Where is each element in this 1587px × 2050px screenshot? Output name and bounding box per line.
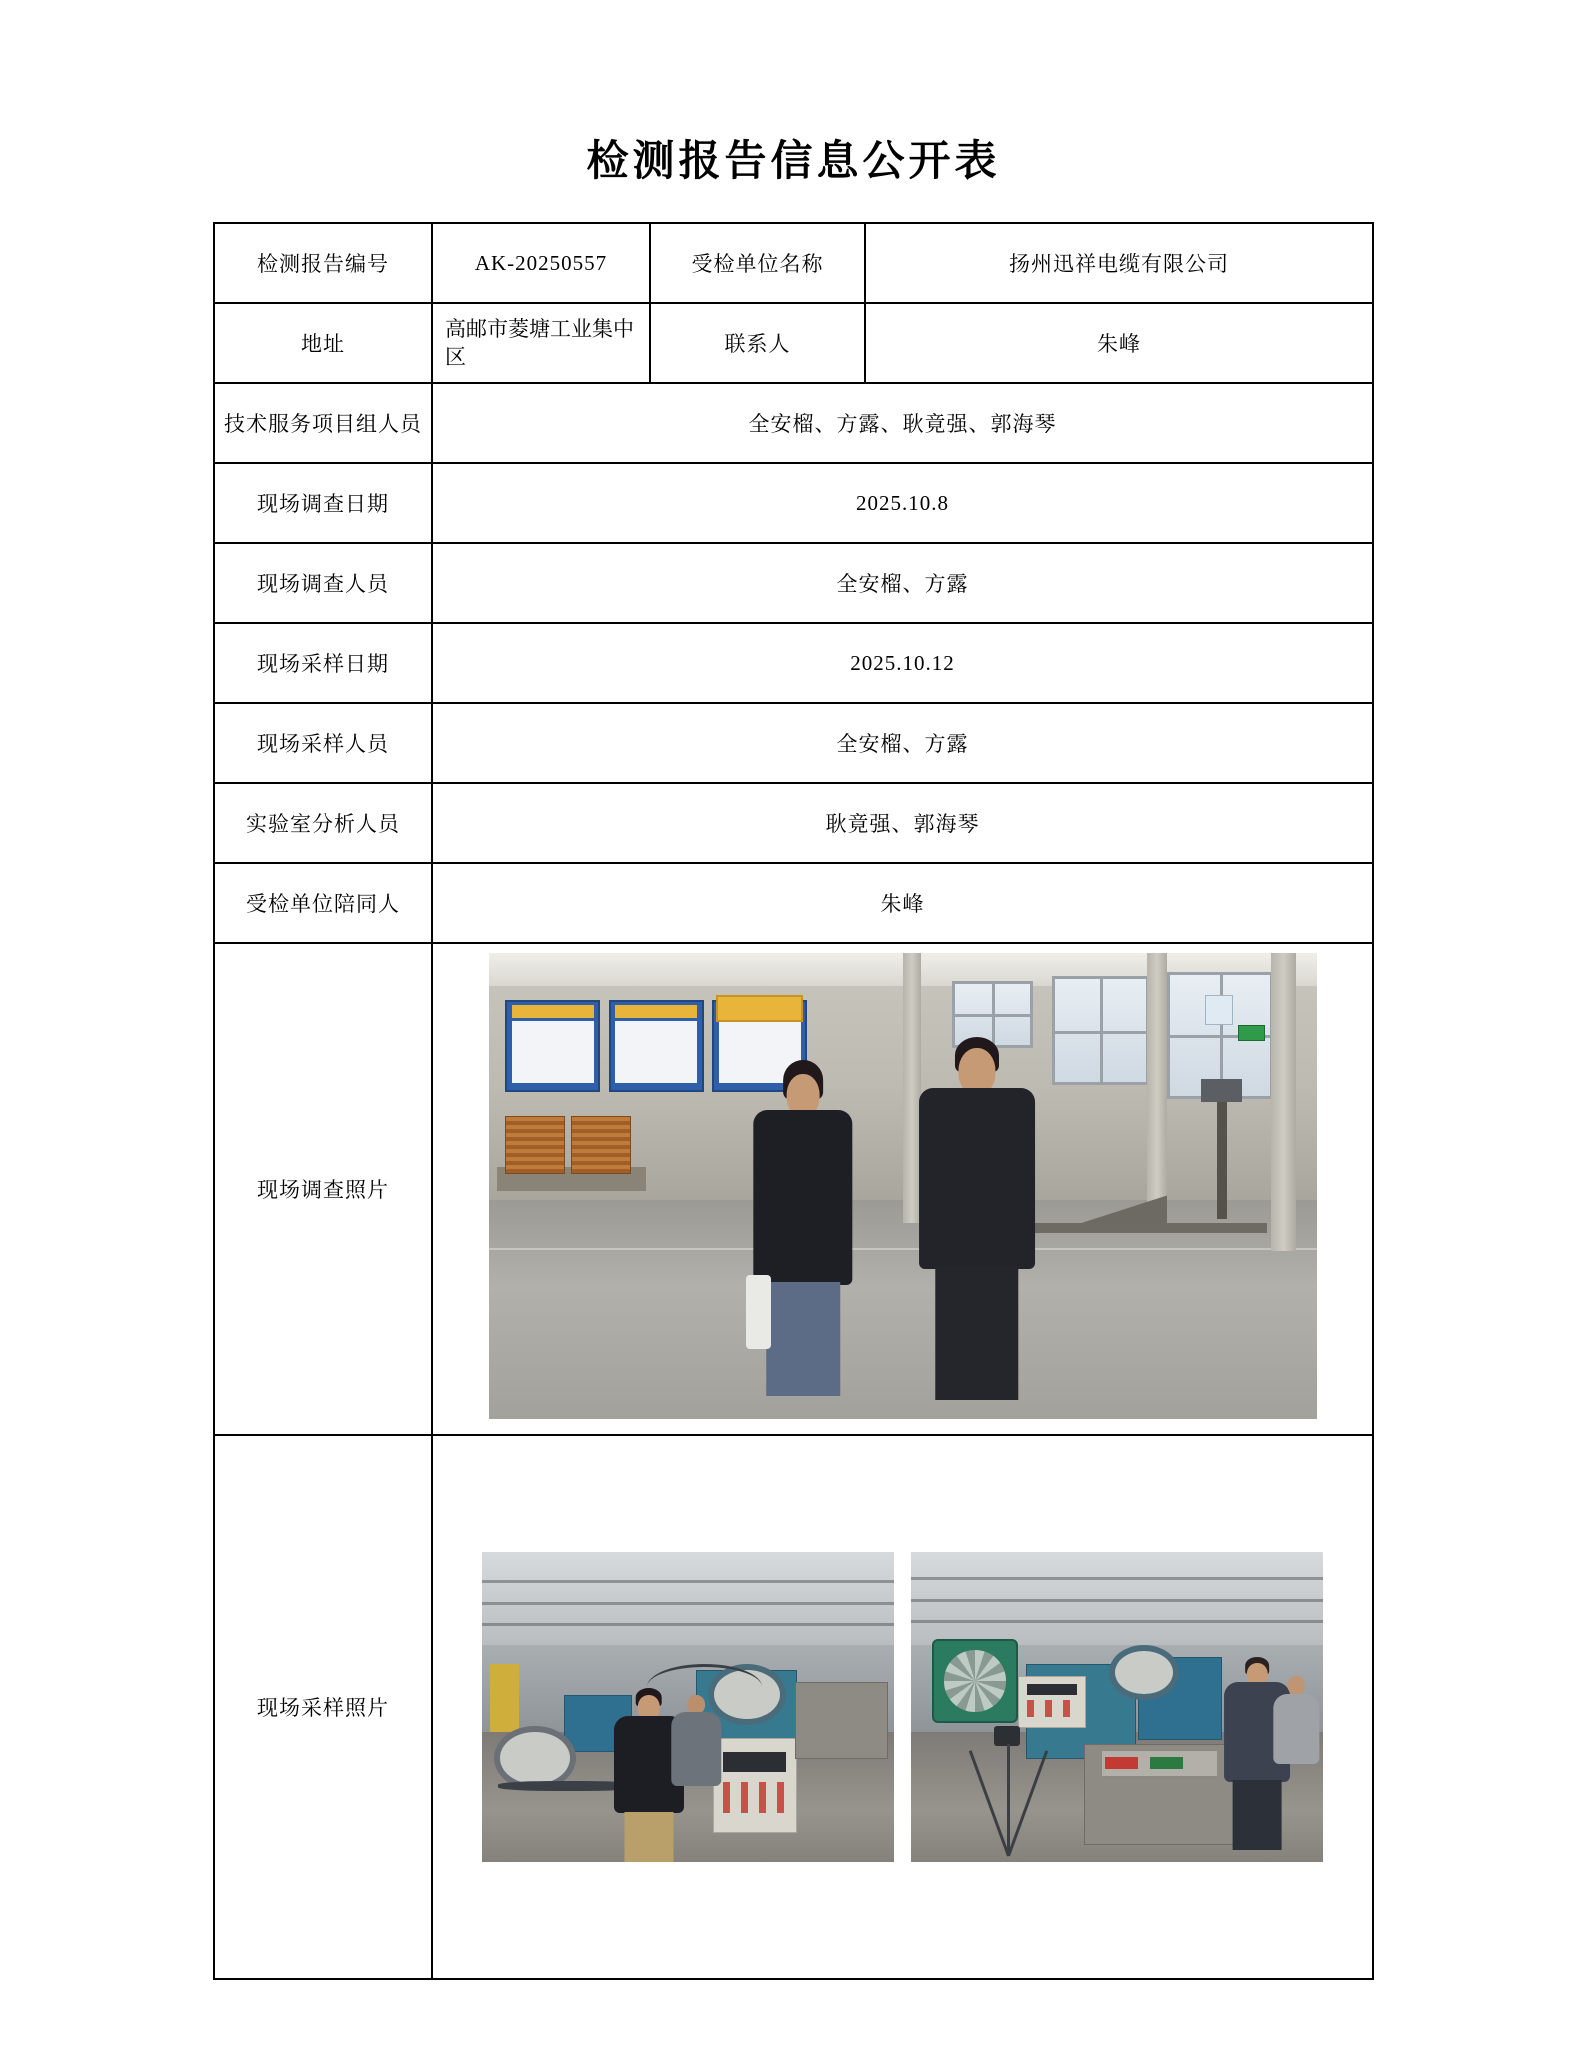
survey-photo-cell [432, 943, 1373, 1435]
sampling-photo-image-2 [911, 1552, 1323, 1862]
label-survey-date: 现场调查日期 [214, 463, 432, 543]
label-sampling-staff: 现场采样人员 [214, 703, 432, 783]
value-survey-staff: 全安榴、方露 [432, 543, 1373, 623]
table-row [214, 463, 1373, 543]
label-accompanying-person: 受检单位陪同人 [214, 863, 432, 943]
value-project-team: 全安榴、方露、耿竟强、郭海琴 [432, 383, 1373, 463]
value-lab-analysts: 耿竟强、郭海琴 [432, 783, 1373, 863]
label-project-team: 技术服务项目组人员 [214, 383, 432, 463]
value-accompanying-person: 朱峰 [432, 863, 1373, 943]
label-sampling-date: 现场采样日期 [214, 623, 432, 703]
table-row [214, 703, 1373, 783]
label-survey-staff: 现场调查人员 [214, 543, 432, 623]
table-row [214, 783, 1373, 863]
label-contact-person: 联系人 [650, 303, 865, 383]
value-sampling-date: 2025.10.12 [432, 623, 1373, 703]
table-row [214, 623, 1373, 703]
label-report-number: 检测报告编号 [214, 223, 432, 303]
value-contact-person: 朱峰 [865, 303, 1373, 383]
label-survey-photos: 现场调查照片 [214, 943, 432, 1435]
table-row [214, 383, 1373, 463]
label-sampling-photos: 现场采样照片 [214, 1435, 432, 1979]
value-survey-date: 2025.10.8 [432, 463, 1373, 543]
value-sampling-staff: 全安榴、方露 [432, 703, 1373, 783]
label-lab-analysts: 实验室分析人员 [214, 783, 432, 863]
sampling-photo-cell [432, 1435, 1373, 1979]
table-row-survey-photos [214, 943, 1373, 1435]
table-row-sampling-photos [214, 1435, 1373, 1979]
label-company-name: 受检单位名称 [650, 223, 865, 303]
sampling-photo-image-1 [482, 1552, 894, 1862]
table-row [214, 223, 1373, 303]
table-row [214, 543, 1373, 623]
page-title: 检测报告信息公开表 [586, 139, 1001, 185]
value-company-name: 扬州迅祥电缆有限公司 [865, 223, 1373, 303]
table-row [214, 303, 1373, 383]
survey-photo-image [489, 953, 1317, 1419]
value-report-number: AK-20250557 [432, 223, 650, 303]
report-info-table [213, 222, 1374, 1980]
table-row [214, 863, 1373, 943]
label-address: 地址 [214, 303, 432, 383]
value-address: 高邮市菱塘工业集中区 [432, 303, 650, 383]
